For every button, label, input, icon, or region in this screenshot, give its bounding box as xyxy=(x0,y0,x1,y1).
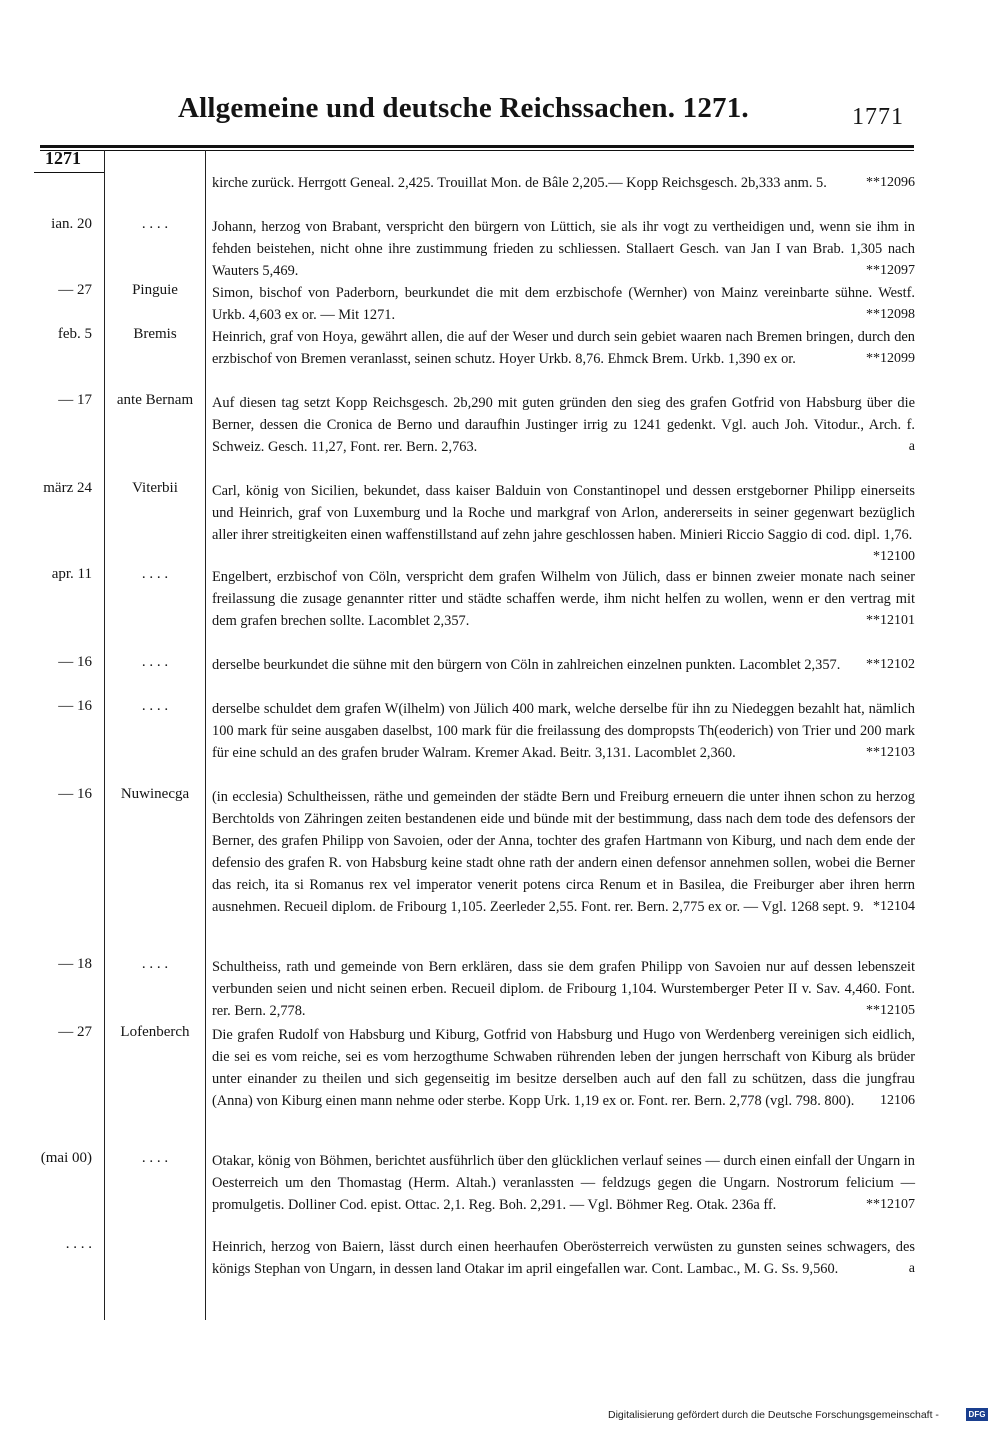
entry-text xyxy=(212,1236,915,1280)
entry-date: . . . . xyxy=(65,1236,92,1252)
entry-ref: **12103 xyxy=(866,745,915,760)
entry-body: Johann, herzog von Brabant, verspricht den bürgern von Lüttich, sie als ihr vogt zu vertheidigen und, wenn sie ihm in fehden beistehen, nicht ohne ihre zustimmung frieden zu schliessen. Stallaert Gesch. van Jan I van Brab. 1,305 nach Wauters 5,469. xyxy=(212,219,915,279)
entry-body: Schultheiss, rath und gemeinde von Bern erklären, dass sie dem grafen Philipp von Savoien nur auf dessen lebenszeit verbunden seien und nicht seinen erben. Recueil diplom. de Fribourg 1,104. Wurstemberger Peter II v. Sav. 4,460. Font. rer. Bern. 2,778. xyxy=(212,959,915,1019)
entry-text xyxy=(212,326,915,370)
entry-ref: **12096 xyxy=(866,175,915,190)
entry-text xyxy=(212,1024,915,1112)
entry-text xyxy=(212,786,915,918)
entry-place: Viterbii xyxy=(132,480,178,496)
entry-body: Heinrich, herzog von Baiern, lässt durch einen heerhaufen Oberösterreich verwüsten zu gunsten seines schwagers, des königs Stephan von Ungarn, in dessen land Otakar im april eingefallen war. Cont. Lambac., M. G. Ss. 9,560. xyxy=(212,1239,915,1277)
entry-ref: **12102 xyxy=(866,657,915,672)
entry-place: . . . . xyxy=(141,654,169,670)
page-title: Allgemeine und deutsche Reichssachen. 1271. xyxy=(178,92,749,124)
entry-ref: **12107 xyxy=(866,1197,915,1212)
entry-body: derselbe beurkundet die sühne mit den bürgern von Cöln in zahlreichen einzelnen punkten. Lacomblet 2,357. xyxy=(212,657,841,673)
entry-ref: 12106 xyxy=(880,1093,915,1108)
page-number: 1771 xyxy=(852,104,904,130)
entry-body: Otakar, könig von Böhmen, berichtet ausführlich über den glücklichen verlauf seines — durch einen einfall der Ungarn in Oesterreich um den Thomastag (Herm. Altah.) veranlassten — feldzugs gegen die Ungarn. Nostrorum felicium — promulgetis. Dolliner Cod. epist. Ottac. 2,1. Reg. Boh. 2,291. — Vgl. Böhmer Reg. Otak. 236a ff. xyxy=(212,1153,915,1213)
entry-date: — 27 xyxy=(58,282,92,298)
entry-text xyxy=(212,1150,915,1216)
entry-date: — 16 xyxy=(58,654,92,670)
entry-body: Simon, bischof von Paderborn, beurkundet die mit dem erzbischofe (Wernher) von Mainz vereinbarte sühne. Westf. Urkb. 4,603 ex or. — Mit 1271. xyxy=(212,285,915,323)
entry-ref: a xyxy=(908,1261,915,1276)
entry-ref: **12099 xyxy=(866,351,915,366)
entry-place: . . . . xyxy=(141,698,169,714)
dfg-logo-icon: DFG xyxy=(966,1408,988,1421)
entry-body: Engelbert, erzbischof von Cöln, verspricht dem grafen Wilhelm von Jülich, dass er binnen zweier monate nach seiner freilassung die zusage genannter ritter und städte schaffen werde, ihm nicht helfen zu wollen, wenn er den vertrag mit dem grafen brechen sollte. Lacomblet 2,357. xyxy=(212,569,915,629)
entry-date: — 17 xyxy=(58,392,92,408)
entry-place: Pinguie xyxy=(132,282,178,298)
entry-body: kirche zurück. Herrgott Geneal. 2,425. Trouillat Mon. de Bâle 2,205.— Kopp Reichsgesch. 2b,333 anm. 5. xyxy=(212,175,827,191)
entry-ref: *12104 xyxy=(873,899,915,914)
header-rule xyxy=(40,145,914,148)
entry-ref: **12105 xyxy=(866,1003,915,1018)
entry-body: Auf diesen tag setzt Kopp Reichsgesch. 2b,290 mit guten gründen den sieg des grafen Gotfrid von Habsburg über die Berner, dessen die Cronica de Berno und daraufhin Justinger irrig zu 1241 gedenkt. Vgl. auch Joh. Vitodur., Arch. f. Schweiz. Gesch. 11,27, Font. rer. Bern. 2,763. xyxy=(212,395,915,455)
entry-text xyxy=(212,282,915,326)
entry-date: apr. 11 xyxy=(51,566,92,582)
entry-place: Bremis xyxy=(133,326,177,342)
entry-date: feb. 5 xyxy=(57,326,92,342)
entry-ref: *12100 xyxy=(873,549,915,564)
entry-body: Heinrich, graf von Hoya, gewährt allen, die auf der Weser und durch sein gebiet waaren nach Bremen bringen, durch den erzbischof von Bremen veranlasst, seinen schutz. Hoyer Urkb. 8,76. Ehmck Brem. Urkb. 1,390 ex or. xyxy=(212,329,915,367)
entry-place: . . . . xyxy=(141,566,169,582)
entry-body: Die grafen Rudolf von Habsburg und Kiburg, Gotfrid von Habsburg und Hugo von Werdenberg vereinigen sich eidlich, die sei es vom reiche, sei es vom herzogthume Schwaben rührenden leben der jungen herrschaft von Kiburg als brüder unter einander zu theilen und sich gegenseitig im besitze derselben auch auf den fall zu schützen, dass die jungfrau (Anna) von Kiburg einen mann nehme oder sterbe. Kopp Urk. 1,19 ex or. Font. rer. Bern. 2,778 (vgl. 798. 800). xyxy=(212,1027,915,1109)
entry-date: märz 24 xyxy=(43,480,92,496)
digitization-credit: Digitalisierung gefördert durch die Deutsche Forschungsgemeinschaft - xyxy=(608,1409,939,1421)
entry-date: — 16 xyxy=(58,698,92,714)
entry-date: — 27 xyxy=(58,1024,92,1040)
year-underline xyxy=(34,172,104,173)
entry-text xyxy=(212,392,915,458)
entry-text xyxy=(212,566,915,632)
entry-place: . . . . xyxy=(141,216,169,232)
entry-place: . . . . xyxy=(141,956,169,972)
entry-ref: **12098 xyxy=(866,307,915,322)
entry-body: Carl, könig von Sicilien, bekundet, dass kaiser Balduin von Constantinopel und dessen erstgeborner Philipp einerseits und Heinrich, graf von Luxemburg und la Roche und markgraf von Arlon, andererseits in seiner gegenwart bezüglich aller ihrer streitigkeiten einen waffenstillstand auf zehn jahre geschlossen haben. Minieri Riccio Saggio di cod. dipl. 1,76. xyxy=(212,483,915,543)
entry-body: (in ecclesia) Schultheissen, räthe und gemeinden der städte Bern und Freiburg erneuern die unter ihnen schon zu herzog Berchtolds von Zähringen zeiten bestandenen eide und bünde mit der bestimmung, dass nach dem tode des defensors der Berner, des grafen Philipp von Savoien, oder der Anna, tochter des grafen Hartmann von Kiburg, und nach dem ende der defensio des grafen R. von Habsburg keine stadt ohne rath der andern einen defensor annehmen sollen, wobei die Berner das reich, ita si Romanus rex vel imperator venerit potens circa Renum et in Basilea, die Freiburger aber ihren herrn ausnehmen. Recueil diplom. de Fribourg 1,105. Zeerleder 2,55. Font. rer. Bern. 2,775 ex or. — Vgl. 1268 sept. 9. xyxy=(212,789,915,915)
entry-date: — 16 xyxy=(58,786,92,802)
entry-ref: a xyxy=(908,439,915,454)
entry-ref: **12101 xyxy=(866,613,915,628)
entry-date: ian. 20 xyxy=(51,216,92,232)
entry-place: Lofenberch xyxy=(120,1024,190,1040)
entry-text xyxy=(212,480,915,568)
entry-text xyxy=(212,956,915,1022)
entry-place: Nuwinecga xyxy=(120,786,190,802)
year-tab: 1271 xyxy=(45,148,81,168)
entry-text xyxy=(212,698,915,764)
entry-text xyxy=(212,654,915,676)
entry-text xyxy=(212,172,915,194)
entry-date: — 18 xyxy=(58,956,92,972)
entry-place: ante Bernam xyxy=(116,392,194,408)
column-divider-place xyxy=(205,150,206,1320)
entry-date: (mai 00) xyxy=(40,1150,92,1166)
entry-text xyxy=(212,216,915,282)
entry-body: derselbe schuldet dem grafen W(ilhelm) von Jülich 400 mark, welche derselbe für ihn zu Niedeggen bezahlt hat, nämlich 100 mark für seine ausgaben daselbst, 100 mark für die freilassung des dompropsts Th(eoderich) von Trier und 200 mark für eine schuld an des grafen bruder Walram. Kremer Akad. Beitr. 3,131. Lacomblet 2,360. xyxy=(212,701,915,761)
entry-ref: **12097 xyxy=(866,263,915,278)
header-rule-thin xyxy=(40,150,914,151)
entry-place: . . . . xyxy=(141,1150,169,1166)
